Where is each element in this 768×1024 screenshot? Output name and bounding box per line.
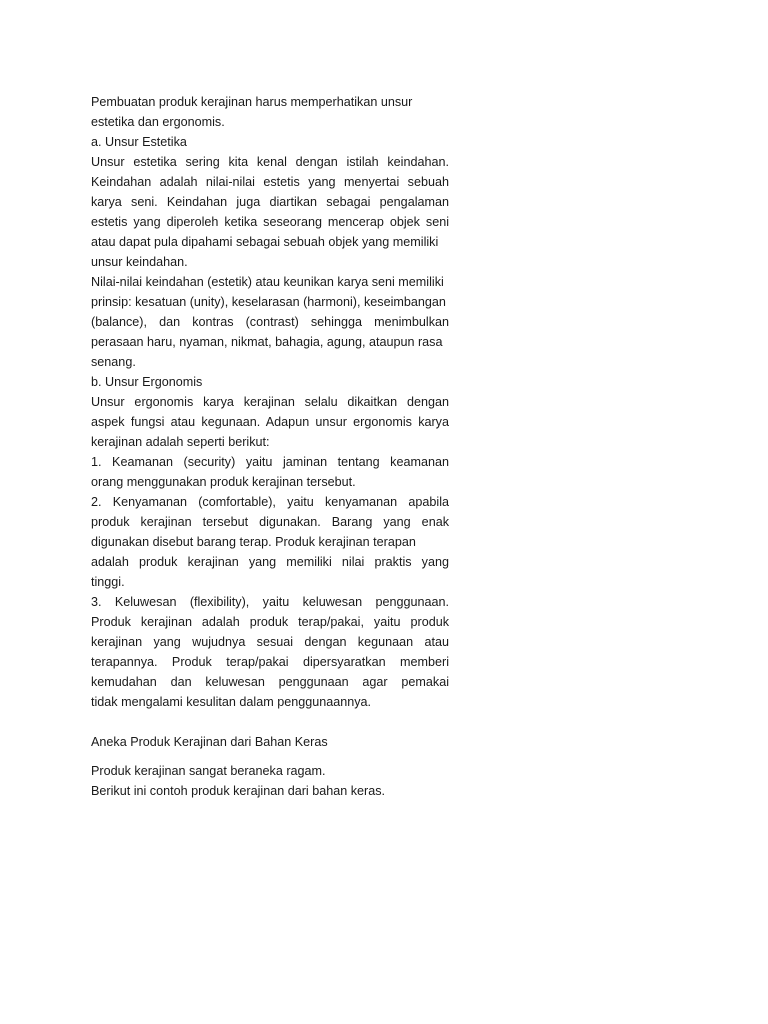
aneka-line: Berikut ini contoh produk kerajinan dari bahan keras. — [91, 784, 386, 798]
paragraph-line: atau dapat pula dipahami sebagai sebuah objek yang memiliki — [91, 235, 439, 249]
paragraph-line: prinsip: kesatuan (unity), keselarasan (harmoni), keseimbangan — [91, 295, 446, 309]
paragraph-line: (balance), dan kontras (contrast) sehingga menimbulkan — [91, 315, 449, 329]
list-item-line: 2. Kenyamanan (comfortable), yaitu kenyamanan apabila — [91, 495, 449, 509]
heading-spacer — [91, 752, 449, 761]
list-item-line: produk kerajinan tersebut digunakan. Barang yang enak — [91, 515, 449, 529]
ergonomis-heading: b. Unsur Ergonomis — [91, 375, 203, 389]
section-spacer — [91, 712, 449, 732]
document-page — [91, 92, 449, 801]
aneka-section — [91, 732, 449, 801]
paragraph-line: estetis yang diperoleh ketika seseorang mencerap objek seni — [91, 215, 449, 229]
paragraph-line: unsur keindahan. — [91, 255, 188, 269]
ergonomis-section — [91, 372, 449, 712]
paragraph-line: Unsur ergonomis karya kerajinan selalu dikaitkan dengan — [91, 395, 449, 409]
paragraph-line: Keindahan adalah nilai-nilai estetis yang menyertai sebuah — [91, 175, 449, 189]
list-item-line: 1. Keamanan (security) yaitu jaminan tentang keamanan — [91, 455, 449, 469]
list-item-line: tidak mengalami kesulitan dalam penggunaannya. — [91, 695, 372, 709]
paragraph-line: Unsur estetika sering kita kenal dengan istilah keindahan. — [91, 155, 449, 169]
list-item-line: 3. Keluwesan (flexibility), yaitu keluwesan penggunaan. — [91, 595, 449, 609]
intro-line: estetika dan ergonomis. — [91, 115, 225, 129]
paragraph-line: senang. — [91, 355, 136, 369]
list-item-line: tinggi. — [91, 575, 125, 589]
estetika-paragraph-2 — [91, 272, 449, 372]
aneka-heading: Aneka Produk Kerajinan dari Bahan Keras — [91, 735, 328, 749]
paragraph-line: kerajinan adalah seperti berikut: — [91, 435, 270, 449]
list-item-kenyamanan — [91, 492, 449, 592]
estetika-heading: a. Unsur Estetika — [91, 135, 187, 149]
list-item-line: kerajinan yang wujudnya sesuai dengan kegunaan atau — [91, 635, 449, 649]
list-item-keamanan — [91, 452, 449, 492]
list-item-line: adalah produk kerajinan yang memiliki nilai praktis yang — [91, 555, 449, 569]
paragraph-line: aspek fungsi atau kegunaan. Adapun unsur ergonomis karya — [91, 415, 449, 429]
estetika-paragraph-1 — [91, 152, 449, 272]
list-item-line: Produk kerajinan adalah produk terap/pakai, yaitu produk — [91, 615, 449, 629]
paragraph-line: perasaan haru, nyaman, nikmat, bahagia, agung, ataupun rasa — [91, 335, 443, 349]
list-item-line: terapannya. Produk terap/pakai dipersyaratkan memberi — [91, 655, 449, 669]
aneka-line: Produk kerajinan sangat beraneka ragam. — [91, 764, 326, 778]
list-item-line: digunakan disebut barang terap. Produk kerajinan terapan — [91, 535, 416, 549]
paragraph-line: Nilai-nilai keindahan (estetik) atau keunikan karya seni memiliki — [91, 275, 444, 289]
paragraph-line: karya seni. Keindahan juga diartikan sebagai pengalaman — [91, 195, 449, 209]
list-item-line: kemudahan dan keluwesan penggunaan agar pemakai — [91, 675, 449, 689]
list-item-keluwesan — [91, 592, 449, 712]
list-item-line: orang menggunakan produk kerajinan tersebut. — [91, 475, 356, 489]
estetika-section — [91, 132, 449, 372]
intro-paragraph — [91, 92, 449, 132]
ergonomis-paragraph — [91, 392, 449, 452]
intro-line: Pembuatan produk kerajinan harus memperhatikan unsur — [91, 95, 413, 109]
